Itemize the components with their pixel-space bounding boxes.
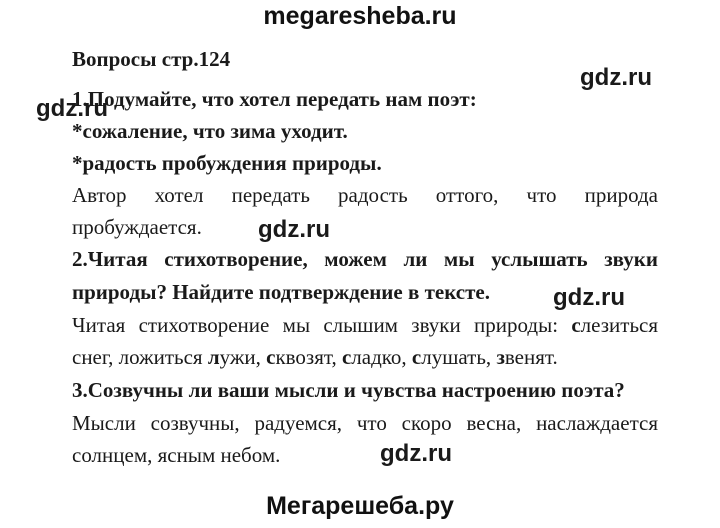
highlighted-letter: с: [411, 345, 422, 369]
answer-text: лезиться: [580, 313, 658, 337]
answer-3-line-2: солнцем, ясным небом.: [72, 443, 281, 467]
section-title: Вопросы стр.124: [72, 47, 231, 71]
highlighted-letter: л: [207, 345, 220, 369]
answer-text: Читая стихотворение мы слышим звуки природы:: [72, 313, 572, 337]
answer-3-line-1: Мысли созвучны, радуемся, что скоро весна, наслаждается: [72, 411, 658, 435]
watermark: gdz.ru: [553, 284, 625, 311]
question-2-line-1: 2.Читая стихотворение, можем ли мы услышать звуки: [72, 247, 658, 271]
answer-1-line-2: пробуждается.: [72, 215, 202, 239]
question-3: 3.Созвучны ли ваши мысли и чувства настроению поэта?: [72, 378, 625, 402]
site-footer: Мегарешеба.ру: [266, 492, 454, 520]
highlighted-letter: с: [571, 313, 581, 337]
answer-text: квозят,: [275, 345, 342, 369]
option-regret: *сожаление, что зима уходит.: [72, 119, 348, 143]
watermark: gdz.ru: [580, 64, 652, 91]
answer-text: ужи,: [219, 345, 267, 369]
highlighted-letter: с: [341, 345, 352, 369]
watermark: gdz.ru: [380, 440, 452, 467]
highlighted-letter: з: [496, 345, 505, 369]
highlighted-letter: с: [266, 345, 276, 369]
answer-1-line-1: Автор хотел передать радость оттого, что природа: [72, 183, 658, 207]
answer-text: ладко,: [351, 345, 412, 369]
watermark: gdz.ru: [258, 216, 330, 243]
answer-text: венят.: [504, 345, 558, 369]
option-joy: *радость пробуждения природы.: [72, 151, 382, 175]
answer-2-line-1: [72, 312, 658, 338]
question-2-line-2: природы? Найдите подтверждение в тексте.: [72, 280, 490, 304]
watermark: gdz.ru: [36, 95, 108, 122]
question-1: 1.Подумайте, что хотел передать нам поэт:: [72, 87, 477, 111]
answer-text: лушать,: [421, 345, 497, 369]
answer-2-line-2: [72, 344, 658, 370]
site-header: megaresheba.ru: [263, 2, 457, 30]
answer-text: снег, ложиться: [72, 345, 208, 369]
